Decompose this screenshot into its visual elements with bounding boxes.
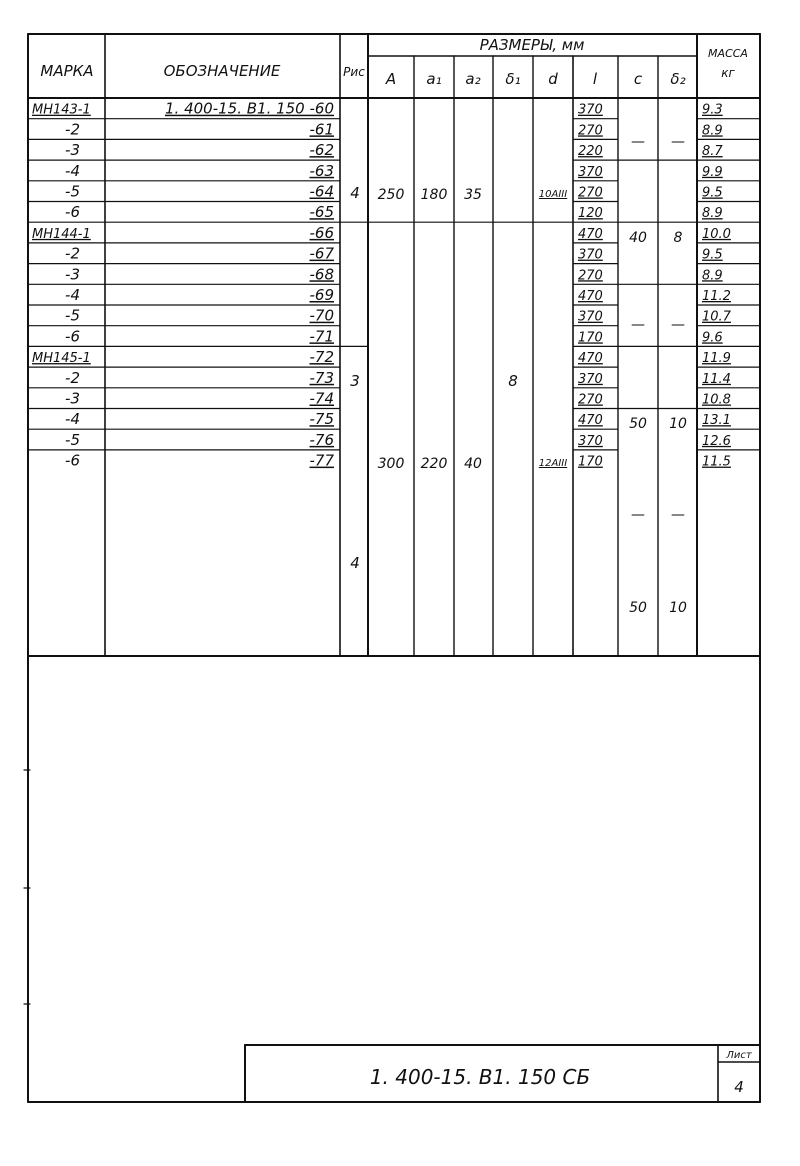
table-row-marka: -5 bbox=[65, 306, 80, 325]
header-col-7: δ₂ bbox=[670, 70, 686, 88]
ris-group-3: 4 bbox=[350, 554, 360, 572]
table-row-oboznachenie: -76 bbox=[309, 430, 334, 449]
header-col-0: А bbox=[385, 70, 397, 88]
d-value-2: 12АIII bbox=[538, 458, 568, 469]
table-row-massa: 10.0 bbox=[702, 226, 731, 242]
table-row-marka: -4 bbox=[65, 286, 80, 304]
stamp-designation: 1. 400-15. В1. 150 СБ bbox=[369, 1065, 591, 1089]
header-col-6: c bbox=[633, 70, 643, 88]
table-row-marka: -4 bbox=[65, 410, 80, 429]
table-row-oboznachenie: -71 bbox=[309, 327, 334, 346]
table-row-marka: -3 bbox=[65, 141, 80, 160]
table-row-l: 270 bbox=[578, 392, 603, 408]
table-row-l: 270 bbox=[578, 268, 603, 284]
d-value-1: 10АIII bbox=[538, 189, 568, 200]
delta1-value: 8 bbox=[508, 372, 518, 390]
table-row-massa: 10.8 bbox=[702, 392, 731, 408]
a1-value-2: 220 bbox=[420, 456, 448, 472]
header-col-3: δ₁ bbox=[505, 70, 521, 88]
a-value-2: 300 bbox=[377, 456, 405, 472]
table-row-marka: -3 bbox=[65, 265, 80, 284]
table-row-marka: -3 bbox=[65, 389, 80, 408]
table-row-l: 470 bbox=[578, 289, 603, 304]
header-ris: Рис bbox=[343, 65, 365, 79]
c-dash-2: — bbox=[631, 317, 645, 333]
delta2-dash-3: — bbox=[671, 507, 685, 523]
table-row-oboznachenie: -68 bbox=[309, 265, 334, 284]
delta2-dash-1: — bbox=[671, 134, 685, 150]
table-row-oboznachenie: -64 bbox=[309, 182, 334, 201]
table-row-massa: 11.5 bbox=[702, 454, 731, 470]
a-value-1: 250 bbox=[377, 187, 405, 203]
table-row-marka: -4 bbox=[65, 161, 80, 180]
table-row-marka: МН144-1 bbox=[32, 226, 91, 242]
delta2-value-3: 10 bbox=[669, 600, 687, 616]
table-row-marka: -5 bbox=[65, 430, 80, 449]
table-row-l: 170 bbox=[578, 454, 603, 470]
header-razmery: РАЗМЕРЫ, мм bbox=[479, 36, 585, 54]
table-row-massa: 12.6 bbox=[702, 433, 731, 449]
table-row-l: 270 bbox=[578, 185, 603, 201]
delta2-dash-2: — bbox=[671, 317, 685, 333]
c-dash-1: — bbox=[631, 134, 645, 150]
a1-value-1: 180 bbox=[420, 187, 448, 203]
table-row-massa: 8.7 bbox=[702, 144, 723, 160]
dimension-column-headers bbox=[385, 70, 686, 88]
table-row-oboznachenie: -75 bbox=[309, 410, 334, 429]
table-row-massa: 9.5 bbox=[702, 185, 723, 201]
table-row-oboznachenie: -66 bbox=[309, 223, 334, 242]
table-row-l: 170 bbox=[578, 330, 603, 346]
table-row-marka: -2 bbox=[65, 120, 80, 139]
table-row-l: 370 bbox=[578, 102, 603, 118]
table-row-massa: 13.1 bbox=[702, 413, 731, 429]
table-row-massa: 8.9 bbox=[702, 123, 723, 139]
table-row-oboznachenie: -65 bbox=[309, 203, 334, 222]
table-row-oboznachenie: -70 bbox=[309, 306, 334, 325]
table-row-l: 220 bbox=[578, 144, 603, 160]
table-row-l: 370 bbox=[578, 433, 603, 449]
table-row-marka: -6 bbox=[65, 203, 80, 222]
table-row-marka: -6 bbox=[65, 327, 80, 346]
table-row-massa: 10.7 bbox=[702, 309, 731, 325]
ris-group-1: 4 bbox=[350, 184, 360, 202]
table-row-oboznachenie: -72 bbox=[309, 348, 334, 367]
table-row-oboznachenie: -77 bbox=[309, 451, 334, 470]
table-row-l: 370 bbox=[578, 371, 603, 387]
header-col-1: a₁ bbox=[426, 70, 442, 88]
table-row-marka: МН143-1 bbox=[32, 102, 91, 118]
table-row-massa: 9.9 bbox=[702, 164, 723, 180]
table-row-oboznachenie: -62 bbox=[309, 141, 334, 160]
row-lines bbox=[28, 119, 760, 450]
table-row-massa: 11.4 bbox=[702, 371, 731, 387]
table-row-marka: -2 bbox=[65, 368, 80, 387]
header-col-5: l bbox=[592, 70, 598, 88]
table-row-oboznachenie: -74 bbox=[309, 389, 334, 408]
stamp-sheet-label: Лист bbox=[726, 1050, 752, 1061]
table-row-l: 270 bbox=[578, 123, 603, 139]
header-col-2: a₂ bbox=[465, 70, 481, 88]
table-row-massa: 11.2 bbox=[702, 289, 731, 304]
table-row-l: 470 bbox=[578, 226, 603, 242]
header-oboznachenie: ОБОЗНАЧЕНИЕ bbox=[163, 62, 281, 80]
a2-value-1: 35 bbox=[464, 187, 482, 203]
table-row-oboznachenie: -63 bbox=[309, 161, 334, 180]
ris-group-2: 3 bbox=[350, 372, 360, 390]
table-row-massa: 9.3 bbox=[702, 102, 723, 118]
table-row-marka: МН145-1 bbox=[32, 351, 91, 367]
table-row-oboznachenie: -61 bbox=[309, 120, 334, 139]
table-row-massa: 9.5 bbox=[702, 247, 723, 263]
table-row-massa: 11.9 bbox=[702, 351, 731, 367]
header-col-4: d bbox=[548, 70, 558, 88]
table-row-l: 470 bbox=[578, 351, 603, 367]
table-row-l: 120 bbox=[578, 206, 603, 222]
table-row-oboznachenie: -73 bbox=[309, 368, 334, 387]
table-row-l: 470 bbox=[578, 413, 603, 429]
table-row-massa: 8.9 bbox=[702, 268, 723, 284]
c-dash-3: — bbox=[631, 507, 645, 523]
table-row-oboznachenie: 1. 400-15. В1. 150 -60 bbox=[164, 99, 334, 118]
header-marka: МАРКА bbox=[40, 62, 94, 80]
table-row-massa: 9.6 bbox=[702, 330, 723, 346]
header-massa: МАССА bbox=[708, 47, 748, 60]
delta2-value-2: 10 bbox=[669, 416, 687, 432]
table-row-marka: -2 bbox=[65, 244, 80, 263]
table-row-marka: -5 bbox=[65, 182, 80, 201]
stamp-sheet-number: 4 bbox=[734, 1078, 744, 1096]
table-row-l: 370 bbox=[578, 164, 603, 180]
c-value-1: 40 bbox=[629, 230, 647, 246]
table-row-marka: -6 bbox=[65, 451, 80, 470]
table-row-massa: 8.9 bbox=[702, 206, 723, 222]
table-row-l: 370 bbox=[578, 309, 603, 325]
table-row-l: 370 bbox=[578, 247, 603, 263]
delta2-value-1: 8 bbox=[673, 230, 683, 246]
table-row-oboznachenie: -67 bbox=[309, 244, 334, 263]
c-value-2: 50 bbox=[629, 416, 647, 432]
a2-value-2: 40 bbox=[464, 456, 482, 472]
header-massa-unit: кг bbox=[721, 66, 735, 80]
table-row-oboznachenie: -69 bbox=[309, 286, 334, 304]
c-value-3: 50 bbox=[629, 600, 647, 616]
